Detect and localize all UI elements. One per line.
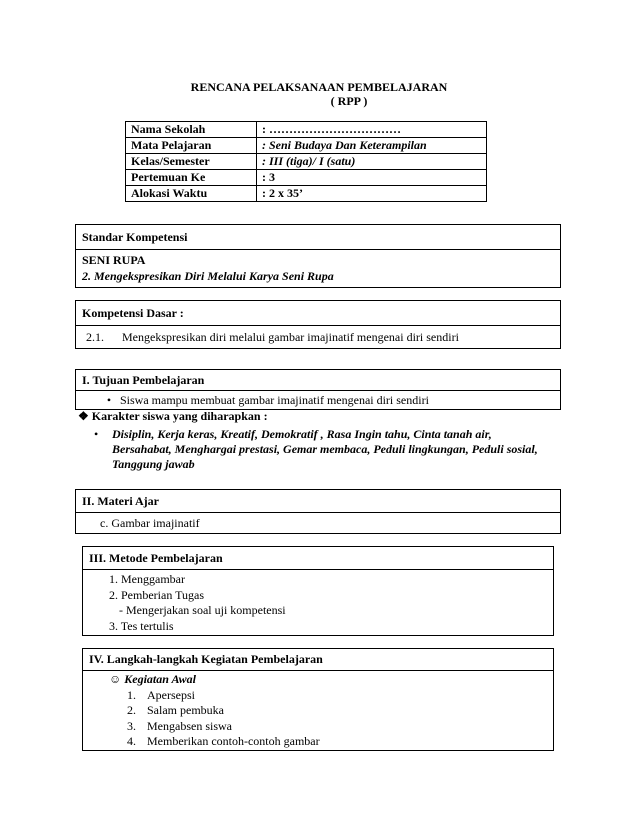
karakter-heading: Karakter siswa yang diharapkan :: [91, 409, 268, 423]
langkah-heading: IV. Langkah-langkah Kegiatan Pembelajaran: [83, 649, 553, 671]
materi-heading: II. Materi Ajar: [76, 490, 560, 513]
metode-item: 3. Tes tertulis: [109, 618, 174, 633]
tujuan-heading: I. Tujuan Pembelajaran: [76, 370, 560, 391]
langkah-step: [109, 703, 547, 719]
kompetensi-content: [76, 326, 560, 348]
smiley-icon: ☺: [109, 672, 122, 686]
kompetensi-dasar-box: [75, 300, 561, 349]
identity-table: [125, 121, 487, 202]
materi-item: c. Gambar imajinatif: [100, 516, 200, 530]
kompetensi-text: Mengekspresikan diri melalui gambar imajinatif mengenai diri sendiri: [122, 330, 459, 344]
document-title: [0, 80, 638, 108]
identity-row: [126, 138, 487, 154]
tujuan-box: [75, 369, 561, 410]
metode-box: [82, 546, 554, 636]
karakter-line-2: Bersahabat, Menghargai prestasi, Gemar membaca, Peduli lingkungan, Peduli sosial,: [112, 442, 538, 456]
identity-value: : 3: [257, 170, 487, 186]
karakter-line-3: Tanggung jawab: [112, 457, 195, 471]
langkah-subheading-row: [109, 672, 547, 688]
step-number: 4.: [127, 734, 136, 748]
metode-subitem: - Mengerjakan soal uji kompetensi: [119, 603, 286, 617]
langkah-box: [82, 648, 554, 751]
langkah-subheading: Kegiatan Awal: [124, 672, 196, 686]
langkah-step: [109, 734, 547, 750]
identity-row: [126, 154, 487, 170]
identity-value: : ……………………………: [257, 122, 487, 138]
standar-line-1: SENI RUPA: [82, 253, 146, 267]
standar-heading: Standar Kompetensi: [76, 225, 560, 250]
tujuan-content: [76, 391, 560, 409]
metode-heading: III. Metode Pembelajaran: [83, 547, 553, 570]
title-line-2: ( RPP ): [330, 94, 368, 108]
identity-row: [126, 170, 487, 186]
identity-key: Pertemuan Ke: [126, 170, 257, 186]
identity-value: : III (tiga)/ I (satu): [257, 154, 487, 170]
karakter-section: [78, 409, 568, 472]
tujuan-text: Siswa mampu membuat gambar imajinatif mengenai diri sendiri: [120, 393, 429, 407]
kompetensi-heading: Kompetensi Dasar :: [76, 301, 560, 326]
step-text: Apersepsi: [147, 687, 195, 702]
diamond-bullet-icon: ❖: [78, 409, 89, 423]
standar-content: [76, 250, 560, 287]
langkah-step: [109, 688, 547, 704]
identity-row: [126, 186, 487, 202]
identity-key: Alokasi Waktu: [126, 186, 257, 202]
step-text: Memberikan contoh-contoh gambar: [147, 734, 320, 748]
standar-kompetensi-box: [75, 224, 561, 288]
step-number: 1.: [127, 687, 136, 702]
metode-item: 2. Pemberian Tugas: [109, 587, 205, 602]
bullet-icon: •: [94, 427, 99, 441]
identity-key: Mata Pelajaran: [126, 138, 257, 154]
langkah-content: [83, 671, 553, 750]
step-text: Salam pembuka: [147, 703, 224, 717]
karakter-list: [78, 427, 568, 472]
identity-key: Kelas/Semester: [126, 154, 257, 170]
langkah-step: [109, 719, 547, 735]
karakter-heading-row: [78, 409, 568, 424]
step-number: 3.: [127, 718, 136, 733]
kompetensi-number: 2.1.: [86, 330, 104, 344]
step-text: Mengabsen siswa: [147, 718, 232, 733]
step-number: 2.: [127, 703, 136, 717]
standar-line-2: 2. Mengekspresikan Diri Melalui Karya Seni Rupa: [82, 269, 334, 283]
identity-row: [126, 122, 487, 138]
bullet-icon: •: [106, 393, 112, 407]
identity-key: Nama Sekolah: [126, 122, 257, 138]
identity-value: : 2 x 35’: [257, 186, 487, 202]
title-line-1: RENCANA PELAKSANAAN PEMBELAJARAN: [190, 80, 448, 94]
karakter-line-1: Disiplin, Kerja keras, Kreatif, Demokratif , Rasa Ingin tahu, Cinta tanah air,: [112, 427, 492, 441]
metode-item: 1. Menggambar: [109, 572, 185, 586]
metode-list: [83, 570, 553, 635]
identity-value: : Seni Budaya Dan Keterampilan: [257, 138, 487, 154]
materi-box: [75, 489, 561, 534]
